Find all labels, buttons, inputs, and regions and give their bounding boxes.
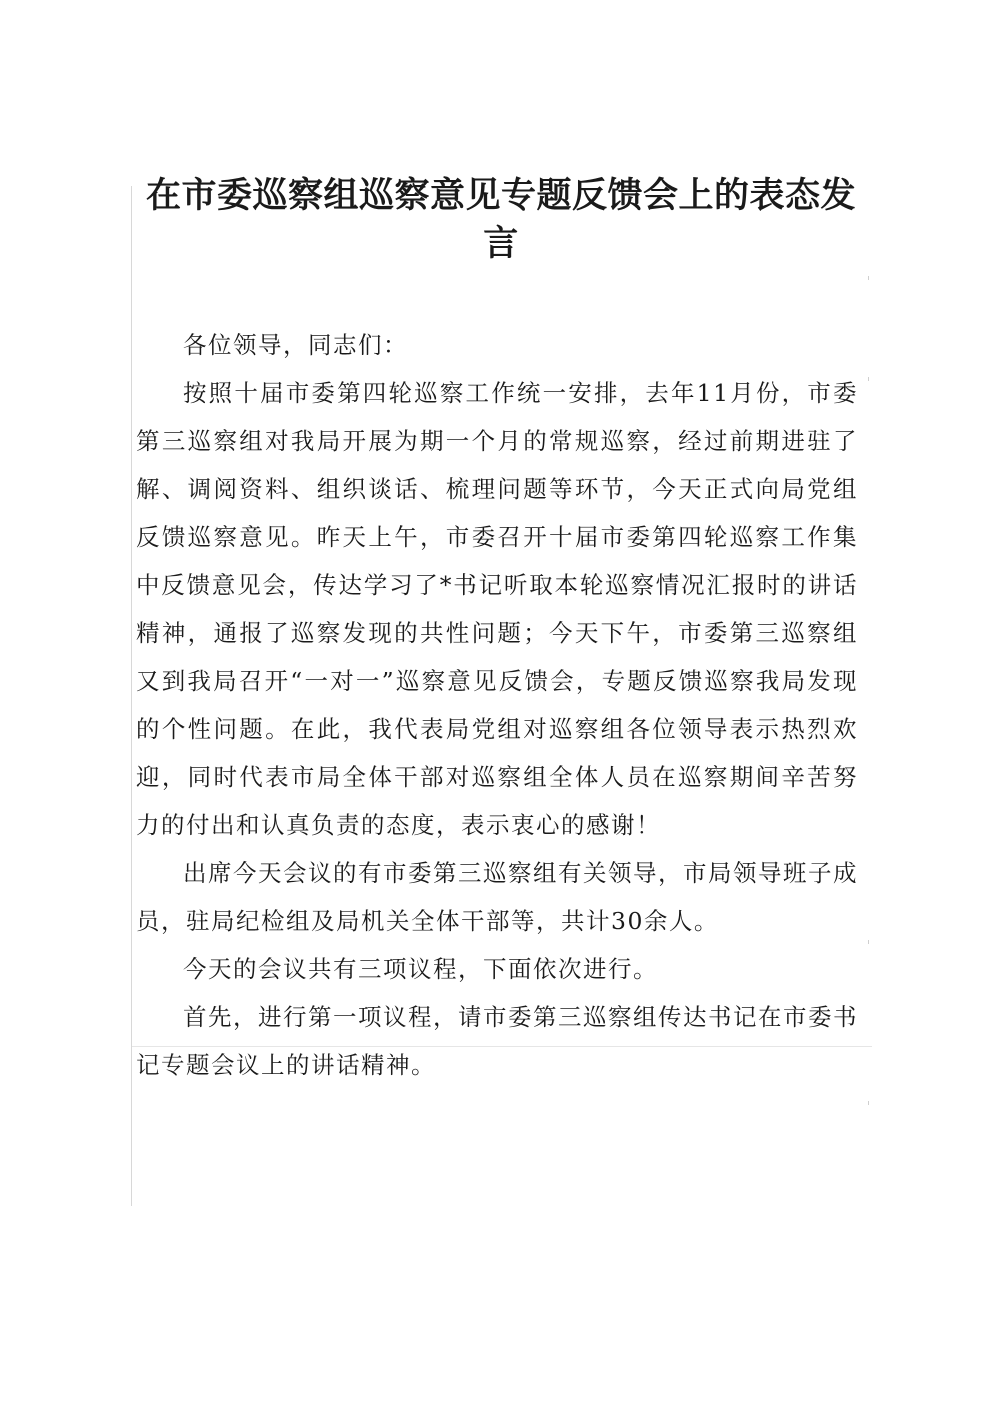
page-edge-line	[131, 186, 132, 1206]
margin-mark	[868, 1101, 869, 1105]
document-title: 在市委巡察组巡察意见专题反馈会上的表态发言	[145, 175, 856, 264]
margin-mark	[868, 940, 869, 944]
salutation-paragraph: 各位领导，同志们：	[183, 331, 408, 359]
margin-mark	[868, 276, 869, 280]
body-paragraph: 首先，进行第一项议程，请市委第三巡察组传达书记在市委书记专题会议上的讲话精神。	[136, 1003, 858, 1079]
body-paragraph: 出席今天会议的有市委第三巡察组有关领导，市局领导班子成员，驻局纪检组及局机关全体干部等，共计30余人。	[136, 859, 858, 935]
body-paragraph: 按照十届市委第四轮巡察工作统一安排，去年11月份，市委第三巡察组对我局开展为期一个月的常规巡察，经过前期进驻了解、调阅资料、组织谈话、梳理问题等环节，今天正式向局党组反馈巡察意见。昨天上午，市委召开十届市委第四轮巡察工作集中反馈意见会，传达学习了*书记听取本轮巡察情况汇报时的讲话精神，通报了巡察发现的共性问题；今天下午，市委第三巡察组又到我局召开“一对一”巡察意见反馈会，专题反馈巡察我局发现的个性问题。在此，我代表局党组对巡察组各位领导表示热烈欢迎，同时代表市局全体干部对巡察组全体人员在巡察期间辛苦努力的付出和认真负责的态度，表示衷心的感谢！	[136, 379, 858, 839]
body-paragraph: 今天的会议共有三项议程，下面依次进行。	[183, 955, 658, 983]
margin-mark	[868, 377, 869, 381]
document-body	[136, 321, 858, 1089]
